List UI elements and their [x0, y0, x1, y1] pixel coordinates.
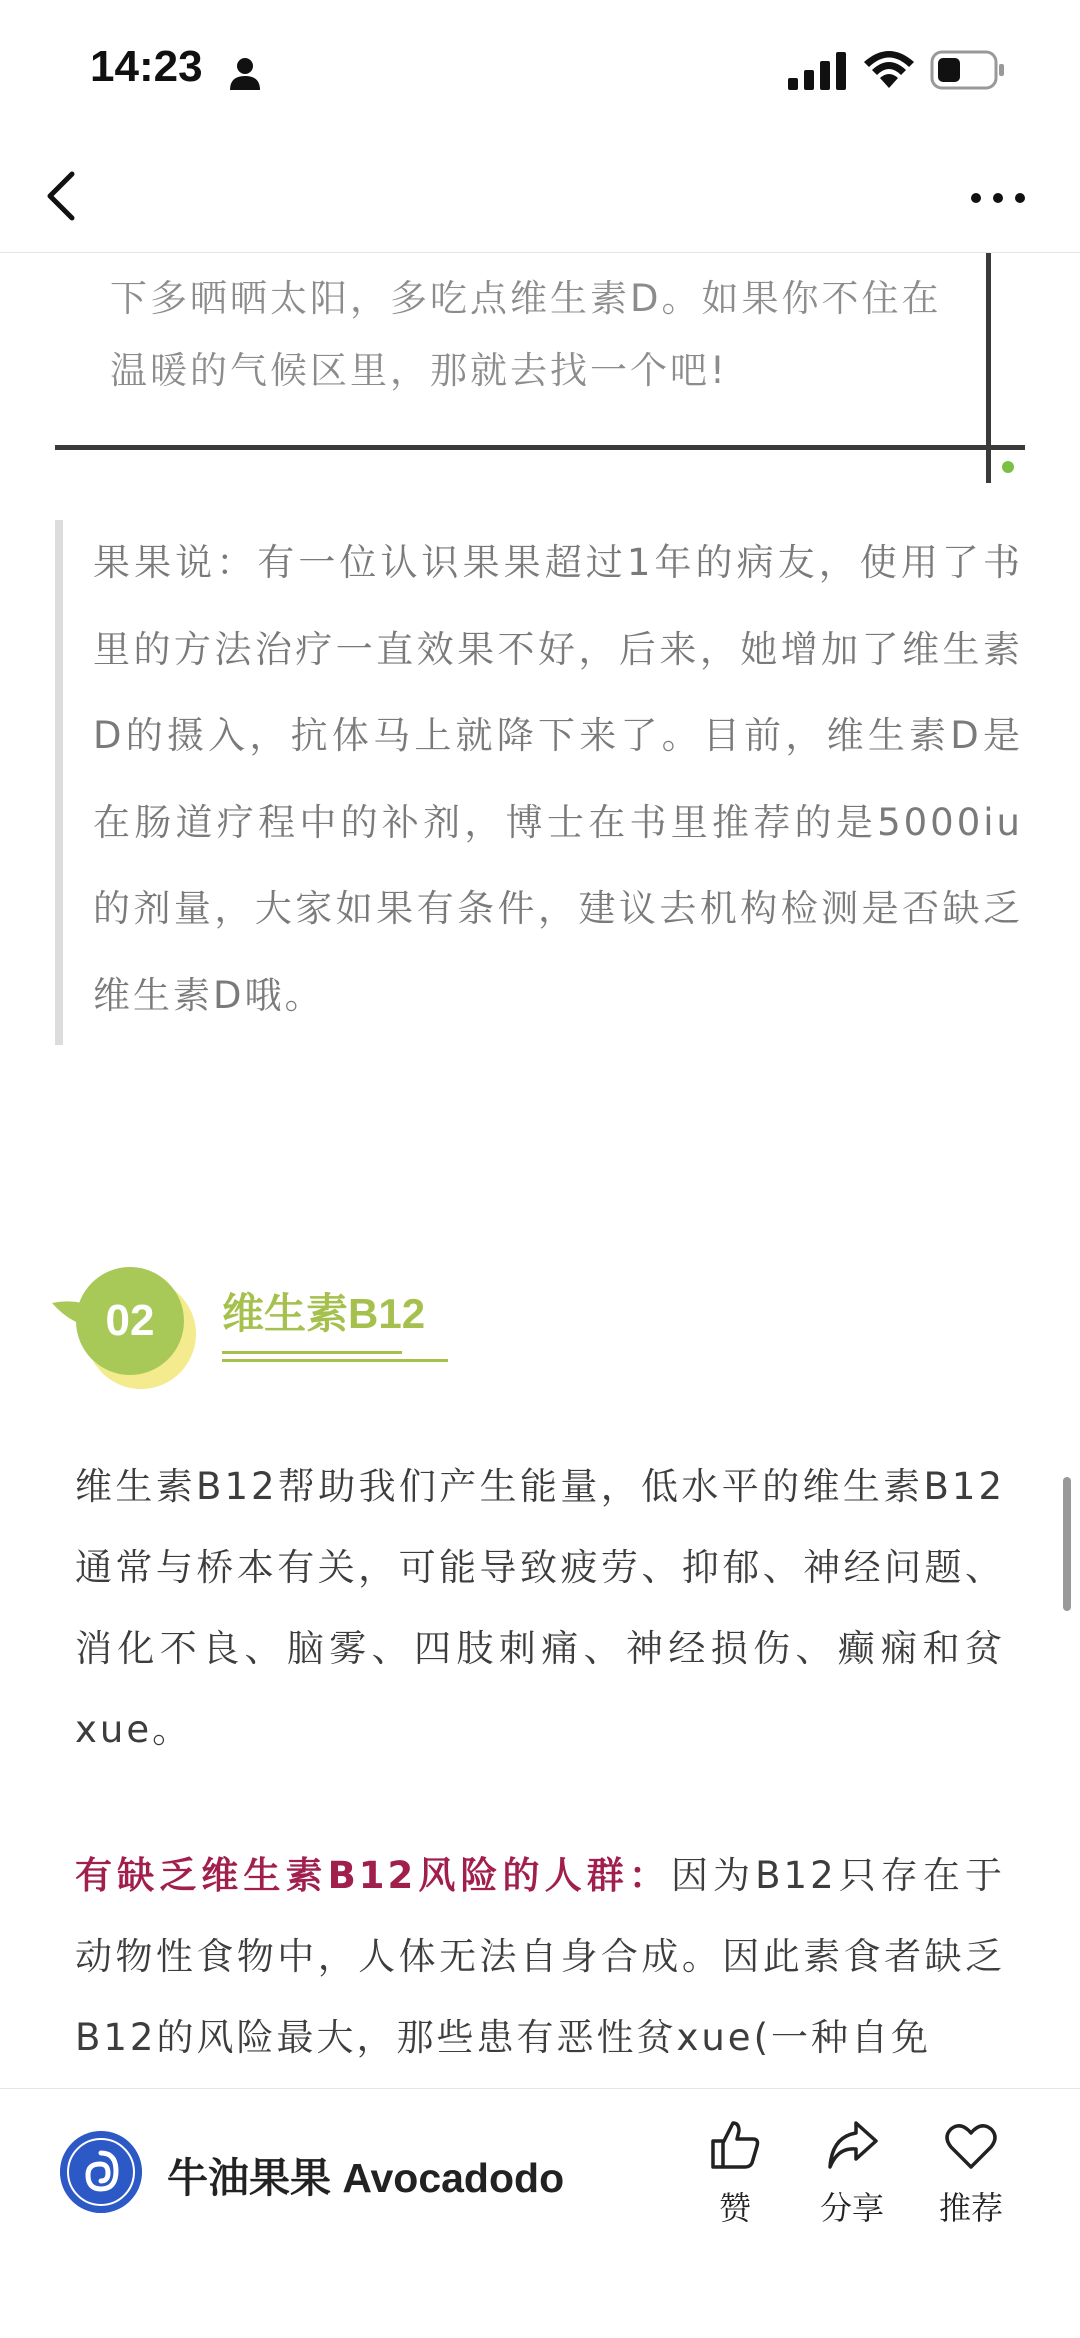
- recommend-button[interactable]: [916, 2117, 1026, 2229]
- quote-box-border-horizontal: [55, 445, 1025, 450]
- heart-icon: [943, 2117, 999, 2173]
- title-underline: [222, 1351, 402, 1354]
- bottom-bar: [0, 2088, 1080, 2338]
- account-name[interactable]: 牛油果果 Avocadodo: [167, 2155, 565, 2201]
- paragraph-text: 因为B12只存在于动物性食物中，人体无法自身合成。因此素食者缺乏B12的风险最大，那些患有恶性贫xue(一种自免: [75, 1854, 1005, 2059]
- note-text: 果果说：有一位认识果果超过1年的病友，使用了书里的方法治疗一直效果不好，后来，她增加了维生素D的摄入，抗体马上就降下来了。目前，维生素D是在肠道疗程中的补剂，博士在书里推荐的是5000iu的剂量，大家如果有条件，建议去机构检测是否缺乏维生素D哦。: [93, 541, 1023, 1017]
- title-underline: [222, 1359, 448, 1362]
- status-time: 14:23: [90, 42, 203, 91]
- signal-icon: [788, 52, 846, 90]
- thumbs-up-icon: [707, 2117, 763, 2173]
- share-label: 分享: [819, 2189, 884, 2227]
- decoration-dot: [1002, 461, 1014, 473]
- article-content[interactable]: [0, 253, 1080, 2088]
- note-block: [55, 520, 1025, 1045]
- recommend-label: 推荐: [938, 2189, 1003, 2227]
- paragraph: 维生素B12帮助我们产生能量，低水平的维生素B12通常与桥本有关，可能导致疲劳、抑郁、神经问题、消化不良、脑雾、四肢刺痛、神经损伤、癫痫和贫xue。: [75, 1465, 1005, 1751]
- chevron-left-icon[interactable]: [40, 164, 80, 228]
- highlight-text: 有缺乏维生素B12风险的人群：: [75, 1854, 671, 1897]
- avatar[interactable]: [60, 2131, 142, 2213]
- like-button[interactable]: [680, 2117, 790, 2229]
- person-icon: [228, 56, 262, 90]
- share-icon: [824, 2117, 880, 2173]
- share-button[interactable]: [797, 2117, 907, 2229]
- section-number-badge: [76, 1267, 184, 1375]
- battery-icon: [930, 50, 1006, 90]
- quote-box-text: 下多晒晒太阳，多吃点维生素D。如果你不住在温暖的气候区里，那就去找一个吧!: [110, 277, 942, 392]
- section-number: 02: [105, 1296, 155, 1345]
- scrollbar[interactable]: [1063, 1477, 1071, 1611]
- like-label: 赞: [718, 2189, 751, 2227]
- paragraph: [75, 1835, 1005, 2078]
- note-side-bar: [55, 520, 63, 1045]
- section-title: 维生素B12: [222, 1290, 426, 1337]
- nav-bar: [0, 140, 1080, 253]
- wifi-icon: [864, 48, 914, 90]
- section-header: [50, 1263, 470, 1383]
- more-dots-icon[interactable]: [968, 178, 1028, 218]
- status-bar: [0, 0, 1080, 140]
